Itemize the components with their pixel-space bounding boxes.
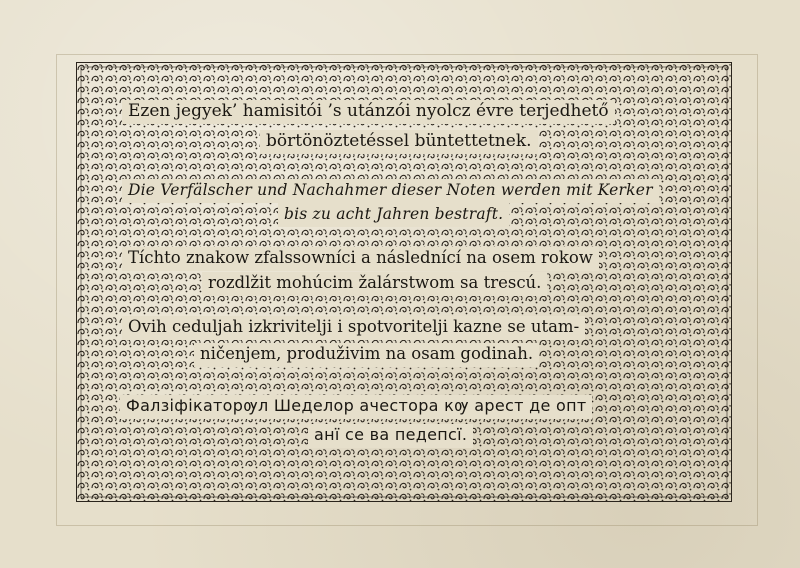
hungarian-line-1: Ezen jegyek’ hamisitói ’s utánzói nyolcz évre terjedhető	[122, 100, 615, 124]
romanian-line-1: Фалзіфікаторѹл Шеделор ачестора кѹ арест де опт	[120, 395, 592, 419]
slovak-line-2: rozdlžit mohúcim žalárstwom sa trescú.	[202, 272, 547, 296]
romanian-line-2: анї се ва педепсї.	[308, 424, 473, 448]
slovak-line-1: Tíchto znakow zfalssowníci a následnící na osem rokow	[122, 247, 599, 271]
croatian-line-2: ničenjem, produživim na osam godinah.	[194, 343, 539, 367]
croatian-line-1: Ovih ceduljah izkrivitelji i spotvoritelji kazne se utam-	[122, 316, 585, 340]
german-line-2: bis zu acht Jahren bestraft.	[278, 203, 509, 227]
hungarian-line-2: börtönöztetéssel büntettetnek.	[260, 130, 538, 154]
ornamental-frame	[76, 62, 732, 502]
german-line-1: Die Verfälscher und Nachahmer dieser Noten werden mit Kerker	[122, 179, 659, 203]
